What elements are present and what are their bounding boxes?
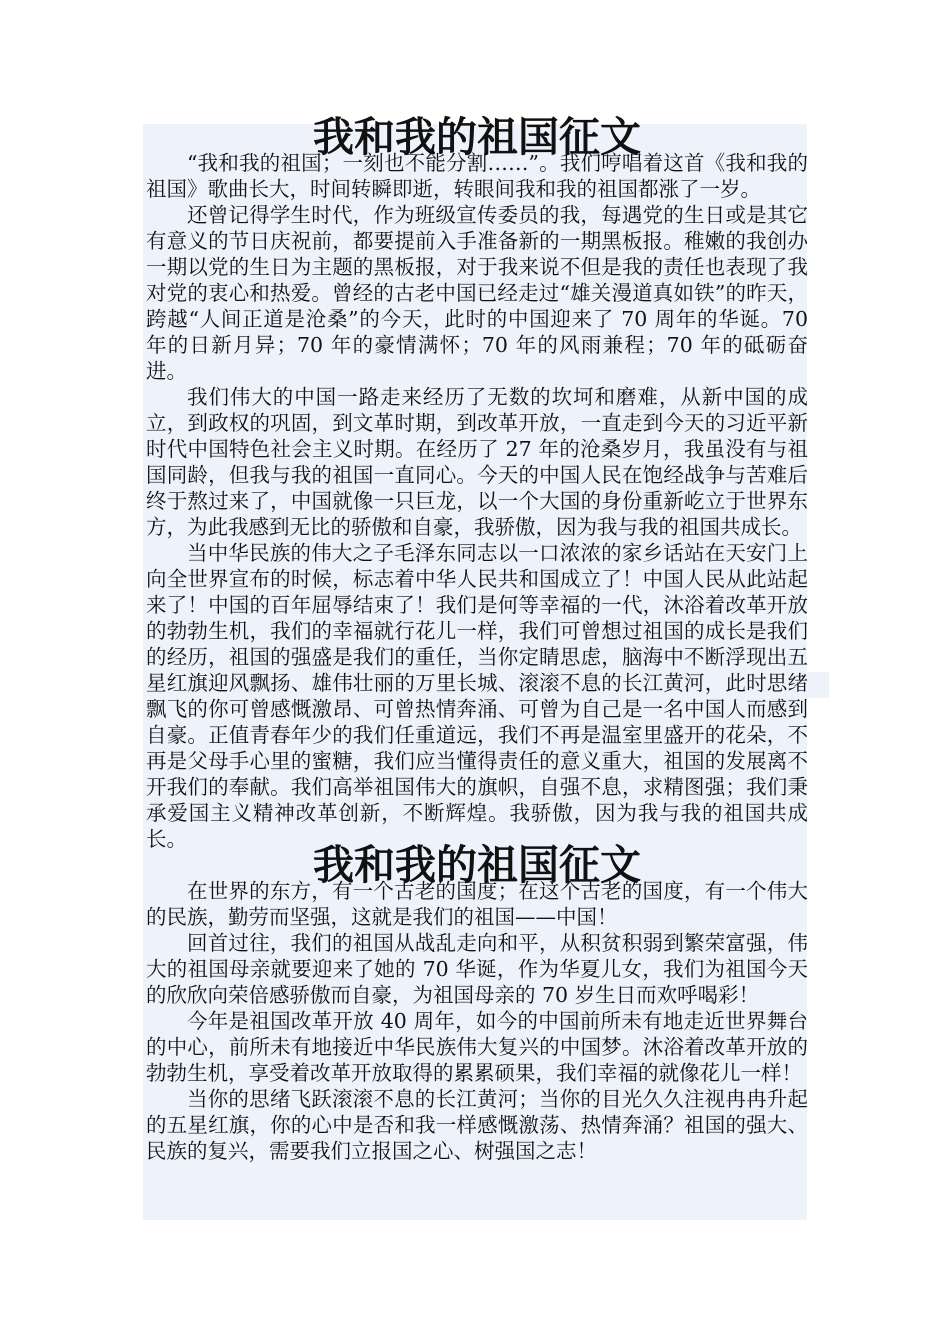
- paragraph: 在世界的东方，有一个古老的国度；在这个古老的国度，有一个伟大的民族，勤劳而坚强，这就是我们的祖国——中国！: [146, 879, 808, 929]
- document-content: [146, 113, 808, 1164]
- text-highlight: [807, 672, 829, 698]
- paragraph: 我们伟大的中国一路走来经历了无数的坎坷和磨难，从新中国的成立，到政权的巩固，到文革时期，到改革开放，一直走到今天的习近平新时代中国特色社会主义时期。在经历了 27 年的沧桑岁月，我虽没有与祖国同龄，但我与我的祖国一直同心。今天的中国人民在饱经战争与苦难后终于熬过来了，中国就像一只巨龙，以一个大国的身份重新屹立于世界东方，为此我感到无比的骄傲和自豪，我骄傲，因为我与我的祖国共成长。: [146, 385, 808, 539]
- paragraph: 还曾记得学生时代，作为班级宣传委员的我，每遇党的生日或是其它有意义的节日庆祝前，都要提前入手准备新的一期黑板报。稚嫩的我创办一期以党的生日为主题的黑板报，对于我来说不但是我的责任也表现了我对党的衷心和热爱。曾经的古老中国已经走过“雄关漫道真如铁”的昨天，跨越“人间正道是沧桑”的今天，此时的中国迎来了 70 周年的华诞。70 年的日新月异；70 年的豪情满怀；70 年的风雨兼程；70 年的砥砺奋进。: [146, 203, 808, 383]
- paragraph: 回首过往，我们的祖国从战乱走向和平，从积贫积弱到繁荣富强，伟大的祖国母亲就要迎来了她的 70 华诞，作为华夏儿女，我们为祖国今天的欣欣向荣倍感骄傲而自豪，为祖国母亲的 70 岁生日而欢呼喝彩！: [146, 931, 808, 1007]
- essay-title-1: 我和我的祖国征文: [313, 113, 641, 161]
- text-block: [143, 113, 808, 1220]
- paragraph: “我和我的祖国；一刻也不能分割……”。我们哼唱着这首《我和我的祖国》歌曲长大，时间转瞬即逝，转眼间我和我的祖国都涨了一岁。: [146, 151, 808, 201]
- essay-title-2: 我和我的祖国征文: [313, 841, 641, 889]
- paragraph: 当你的思绪飞跃滚滚不息的长江黄河；当你的目光久久注视冉冉升起的五星红旗，你的心中是否和我一样感慨激荡、热情奔涌？祖国的强大、民族的复兴，需要我们立报国之心、树强国之志！: [146, 1087, 808, 1163]
- paragraph: 当中华民族的伟大之子毛泽东同志以一口浓浓的家乡话站在天安门上向全世界宣布的时候，标志着中华人民共和国成立了！中国人民从此站起来了！中国的百年屈辱结束了！我们是何等幸福的一代，沐浴着改革开放的勃勃生机，我们的幸福就行花儿一样，我们可曾想过祖国的成长是我们的经历，祖国的强盛是我们的重任，当你定睛思虑，脑海中不断浮现出五星红旗迎风飘扬、雄伟壮丽的万里长城、滚滚不息的长江黄河，此时思绪飘飞的你可曾感慨激昂、可曾热情奔涌、可曾为自己是一名中国人而感到自豪。正值青春年少的我们任重道远，我们不再是温室里盛开的花朵，不再是父母手心里的蜜糖，我们应当懂得责任的意义重大，祖国的发展离不开我们的奉献。我们高举祖国伟大的旗帜，自强不息，求精图强；我们秉承爱国主义精神改革创新，不断辉煌。我骄傲，因为我与我的祖国共成长。: [146, 541, 808, 851]
- paragraph: 今年是祖国改革开放 40 周年，如今的中国前所未有地走近世界舞台的中心，前所未有地接近中华民族伟大复兴的中国梦。沐浴着改革开放的勃勃生机，享受着改革开放取得的累累硕果，我们幸福的就像花儿一样！: [146, 1009, 808, 1085]
